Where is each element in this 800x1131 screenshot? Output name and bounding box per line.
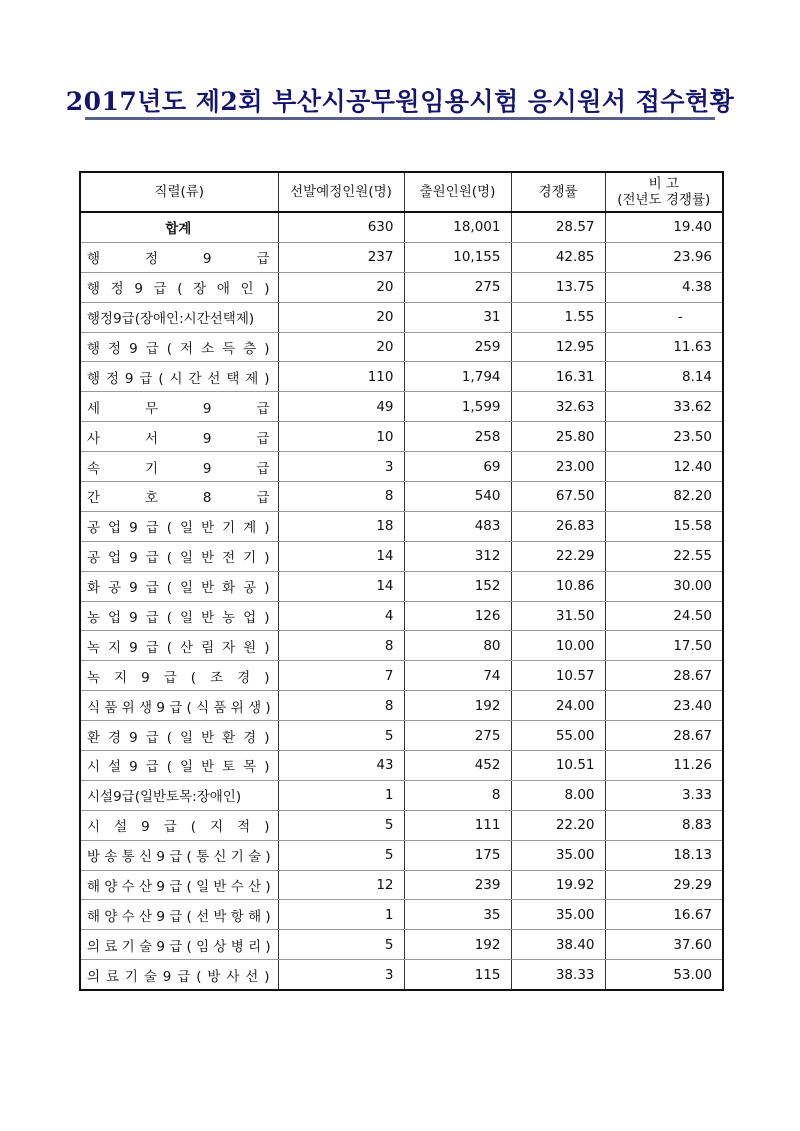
- cell-ratio: 31.50: [511, 601, 605, 631]
- cell-planned: 3: [278, 452, 404, 482]
- cell-prev-ratio: 29.29: [605, 870, 723, 900]
- cell-prev-ratio: 8.83: [605, 810, 723, 840]
- cell-planned: 630: [278, 212, 404, 242]
- cell-category: 합계: [80, 212, 278, 242]
- cell-prev-ratio: 11.63: [605, 332, 723, 362]
- cell-applicants: 115: [404, 960, 511, 990]
- cell-ratio: 35.00: [511, 840, 605, 870]
- cell-prev-ratio: 19.40: [605, 212, 723, 242]
- cell-category: 세 무 9 급: [80, 392, 278, 422]
- cell-ratio: 12.95: [511, 332, 605, 362]
- cell-planned: 1: [278, 900, 404, 930]
- cell-planned: 3: [278, 960, 404, 990]
- table-row: [80, 930, 723, 960]
- table-row: [80, 721, 723, 751]
- cell-ratio: 67.50: [511, 482, 605, 512]
- header-note-line1: 비 고: [648, 176, 679, 192]
- table-row: [80, 571, 723, 601]
- cell-planned: 110: [278, 362, 404, 392]
- table-row: [80, 332, 723, 362]
- cell-category: 시 설 9 급 ( 지 적 ): [80, 810, 278, 840]
- cell-prev-ratio: 23.96: [605, 242, 723, 272]
- table-row: [80, 362, 723, 392]
- cell-category: 녹 지 9 급 ( 조 경 ): [80, 661, 278, 691]
- cell-applicants: 35: [404, 900, 511, 930]
- cell-ratio: 16.31: [511, 362, 605, 392]
- cell-category: 해 양 수 산 9 급 ( 일 반 수 산 ): [80, 870, 278, 900]
- cell-planned: 12: [278, 870, 404, 900]
- cell-category: 사 서 9 급: [80, 422, 278, 452]
- application-status-table: [79, 171, 724, 991]
- cell-planned: 1: [278, 780, 404, 810]
- cell-planned: 49: [278, 392, 404, 422]
- table-row: [80, 960, 723, 990]
- cell-ratio: 32.63: [511, 392, 605, 422]
- cell-prev-ratio: 82.20: [605, 482, 723, 512]
- header-note-line2: (전년도 경쟁률): [617, 192, 711, 208]
- cell-prev-ratio: 33.62: [605, 392, 723, 422]
- cell-category: 의 료 기 술 9 급 ( 방 사 선 ): [80, 960, 278, 990]
- cell-prev-ratio: 30.00: [605, 571, 723, 601]
- cell-applicants: 483: [404, 511, 511, 541]
- cell-ratio: 35.00: [511, 900, 605, 930]
- header-note: [605, 172, 723, 212]
- table-row: [80, 840, 723, 870]
- cell-planned: 8: [278, 631, 404, 661]
- table-row: [80, 661, 723, 691]
- cell-applicants: 1,794: [404, 362, 511, 392]
- table-row: [80, 422, 723, 452]
- header-applicants: 출원인원(명): [404, 172, 511, 212]
- cell-applicants: 111: [404, 810, 511, 840]
- cell-planned: 18: [278, 511, 404, 541]
- cell-category: 속 기 9 급: [80, 452, 278, 482]
- cell-prev-ratio: 15.58: [605, 511, 723, 541]
- cell-planned: 5: [278, 810, 404, 840]
- cell-category: 녹 지 9 급 ( 산 림 자 원 ): [80, 631, 278, 661]
- table-row: [80, 302, 723, 332]
- cell-applicants: 10,155: [404, 242, 511, 272]
- cell-category: 행정9급(장애인:시간선택제): [80, 302, 278, 332]
- header-category: 직렬(류): [80, 172, 278, 212]
- table-row: [80, 870, 723, 900]
- cell-ratio: 26.83: [511, 511, 605, 541]
- cell-category: 해 양 수 산 9 급 ( 선 박 항 해 ): [80, 900, 278, 930]
- cell-ratio: 22.20: [511, 810, 605, 840]
- table-row: [80, 482, 723, 512]
- cell-applicants: 259: [404, 332, 511, 362]
- cell-category: 간 호 8 급: [80, 482, 278, 512]
- cell-ratio: 10.57: [511, 661, 605, 691]
- cell-applicants: 540: [404, 482, 511, 512]
- cell-applicants: 74: [404, 661, 511, 691]
- table-row: [80, 751, 723, 781]
- table-row: [80, 392, 723, 422]
- cell-category: 행 정 9 급 ( 시 간 선 택 제 ): [80, 362, 278, 392]
- table-row: [80, 601, 723, 631]
- cell-planned: 20: [278, 272, 404, 302]
- cell-prev-ratio: 11.26: [605, 751, 723, 781]
- cell-applicants: 80: [404, 631, 511, 661]
- table-body: [80, 212, 723, 990]
- cell-category: 공 업 9 급 ( 일 반 기 계 ): [80, 511, 278, 541]
- cell-applicants: 175: [404, 840, 511, 870]
- cell-ratio: 10.51: [511, 751, 605, 781]
- cell-applicants: 126: [404, 601, 511, 631]
- cell-prev-ratio: 12.40: [605, 452, 723, 482]
- table-row: [80, 242, 723, 272]
- cell-category: 행 정 9 급 ( 장 애 인 ): [80, 272, 278, 302]
- cell-ratio: 10.00: [511, 631, 605, 661]
- cell-planned: 10: [278, 422, 404, 452]
- table-row: [80, 691, 723, 721]
- cell-ratio: 13.75: [511, 272, 605, 302]
- cell-applicants: 18,001: [404, 212, 511, 242]
- cell-planned: 7: [278, 661, 404, 691]
- page-title: 2017년도 제2회 부산시공무원임용시험 응시원서 접수현황: [65, 87, 735, 116]
- cell-prev-ratio: 53.00: [605, 960, 723, 990]
- cell-prev-ratio: 24.50: [605, 601, 723, 631]
- table-row: [80, 810, 723, 840]
- table-row: [80, 541, 723, 571]
- cell-prev-ratio: 23.50: [605, 422, 723, 452]
- cell-applicants: 31: [404, 302, 511, 332]
- cell-category: 행 정 9 급: [80, 242, 278, 272]
- table-row: [80, 780, 723, 810]
- cell-category: 식 품 위 생 9 급 ( 식 품 위 생 ): [80, 691, 278, 721]
- cell-ratio: 24.00: [511, 691, 605, 721]
- cell-planned: 14: [278, 571, 404, 601]
- cell-ratio: 25.80: [511, 422, 605, 452]
- cell-planned: 5: [278, 721, 404, 751]
- table-row: [80, 631, 723, 661]
- cell-ratio: 23.00: [511, 452, 605, 482]
- cell-category: 환 경 9 급 ( 일 반 환 경 ): [80, 721, 278, 751]
- cell-ratio: 22.29: [511, 541, 605, 571]
- cell-applicants: 275: [404, 272, 511, 302]
- cell-planned: 5: [278, 840, 404, 870]
- table-row: [80, 452, 723, 482]
- cell-category: 화 공 9 급 ( 일 반 화 공 ): [80, 571, 278, 601]
- table-row: [80, 900, 723, 930]
- cell-ratio: 28.57: [511, 212, 605, 242]
- header-ratio: 경쟁률: [511, 172, 605, 212]
- cell-prev-ratio: -: [605, 302, 723, 332]
- cell-prev-ratio: 28.67: [605, 721, 723, 751]
- cell-category: 시설9급(일반토목:장애인): [80, 780, 278, 810]
- cell-category: 공 업 9 급 ( 일 반 전 기 ): [80, 541, 278, 571]
- cell-prev-ratio: 18.13: [605, 840, 723, 870]
- cell-applicants: 239: [404, 870, 511, 900]
- header-planned: 선발예정인원(명): [278, 172, 404, 212]
- table-row: [80, 272, 723, 302]
- cell-prev-ratio: 3.33: [605, 780, 723, 810]
- table-header-row: [80, 172, 723, 212]
- cell-prev-ratio: 4.38: [605, 272, 723, 302]
- cell-prev-ratio: 22.55: [605, 541, 723, 571]
- cell-planned: 8: [278, 482, 404, 512]
- cell-applicants: 258: [404, 422, 511, 452]
- cell-prev-ratio: 8.14: [605, 362, 723, 392]
- cell-prev-ratio: 23.40: [605, 691, 723, 721]
- cell-planned: 4: [278, 601, 404, 631]
- table-row: [80, 511, 723, 541]
- cell-ratio: 38.40: [511, 930, 605, 960]
- cell-prev-ratio: 28.67: [605, 661, 723, 691]
- cell-applicants: 452: [404, 751, 511, 781]
- cell-applicants: 69: [404, 452, 511, 482]
- cell-ratio: 8.00: [511, 780, 605, 810]
- cell-planned: 8: [278, 691, 404, 721]
- cell-ratio: 42.85: [511, 242, 605, 272]
- cell-ratio: 10.86: [511, 571, 605, 601]
- cell-planned: 20: [278, 302, 404, 332]
- cell-planned: 20: [278, 332, 404, 362]
- cell-ratio: 38.33: [511, 960, 605, 990]
- cell-applicants: 8: [404, 780, 511, 810]
- cell-ratio: 19.92: [511, 870, 605, 900]
- cell-ratio: 55.00: [511, 721, 605, 751]
- cell-prev-ratio: 17.50: [605, 631, 723, 661]
- cell-category: 시 설 9 급 ( 일 반 토 목 ): [80, 751, 278, 781]
- cell-planned: 237: [278, 242, 404, 272]
- cell-category: 의 료 기 술 9 급 ( 임 상 병 리 ): [80, 930, 278, 960]
- cell-planned: 5: [278, 930, 404, 960]
- title-underline: [85, 117, 715, 120]
- cell-category: 농 업 9 급 ( 일 반 농 업 ): [80, 601, 278, 631]
- cell-applicants: 1,599: [404, 392, 511, 422]
- cell-applicants: 275: [404, 721, 511, 751]
- table-row-total: [80, 212, 723, 242]
- cell-applicants: 192: [404, 691, 511, 721]
- cell-applicants: 192: [404, 930, 511, 960]
- cell-applicants: 312: [404, 541, 511, 571]
- cell-ratio: 1.55: [511, 302, 605, 332]
- cell-category: 방 송 통 신 9 급 ( 통 신 기 술 ): [80, 840, 278, 870]
- cell-planned: 43: [278, 751, 404, 781]
- cell-planned: 14: [278, 541, 404, 571]
- cell-prev-ratio: 16.67: [605, 900, 723, 930]
- cell-prev-ratio: 37.60: [605, 930, 723, 960]
- cell-applicants: 152: [404, 571, 511, 601]
- cell-category: 행 정 9 급 ( 저 소 득 층 ): [80, 332, 278, 362]
